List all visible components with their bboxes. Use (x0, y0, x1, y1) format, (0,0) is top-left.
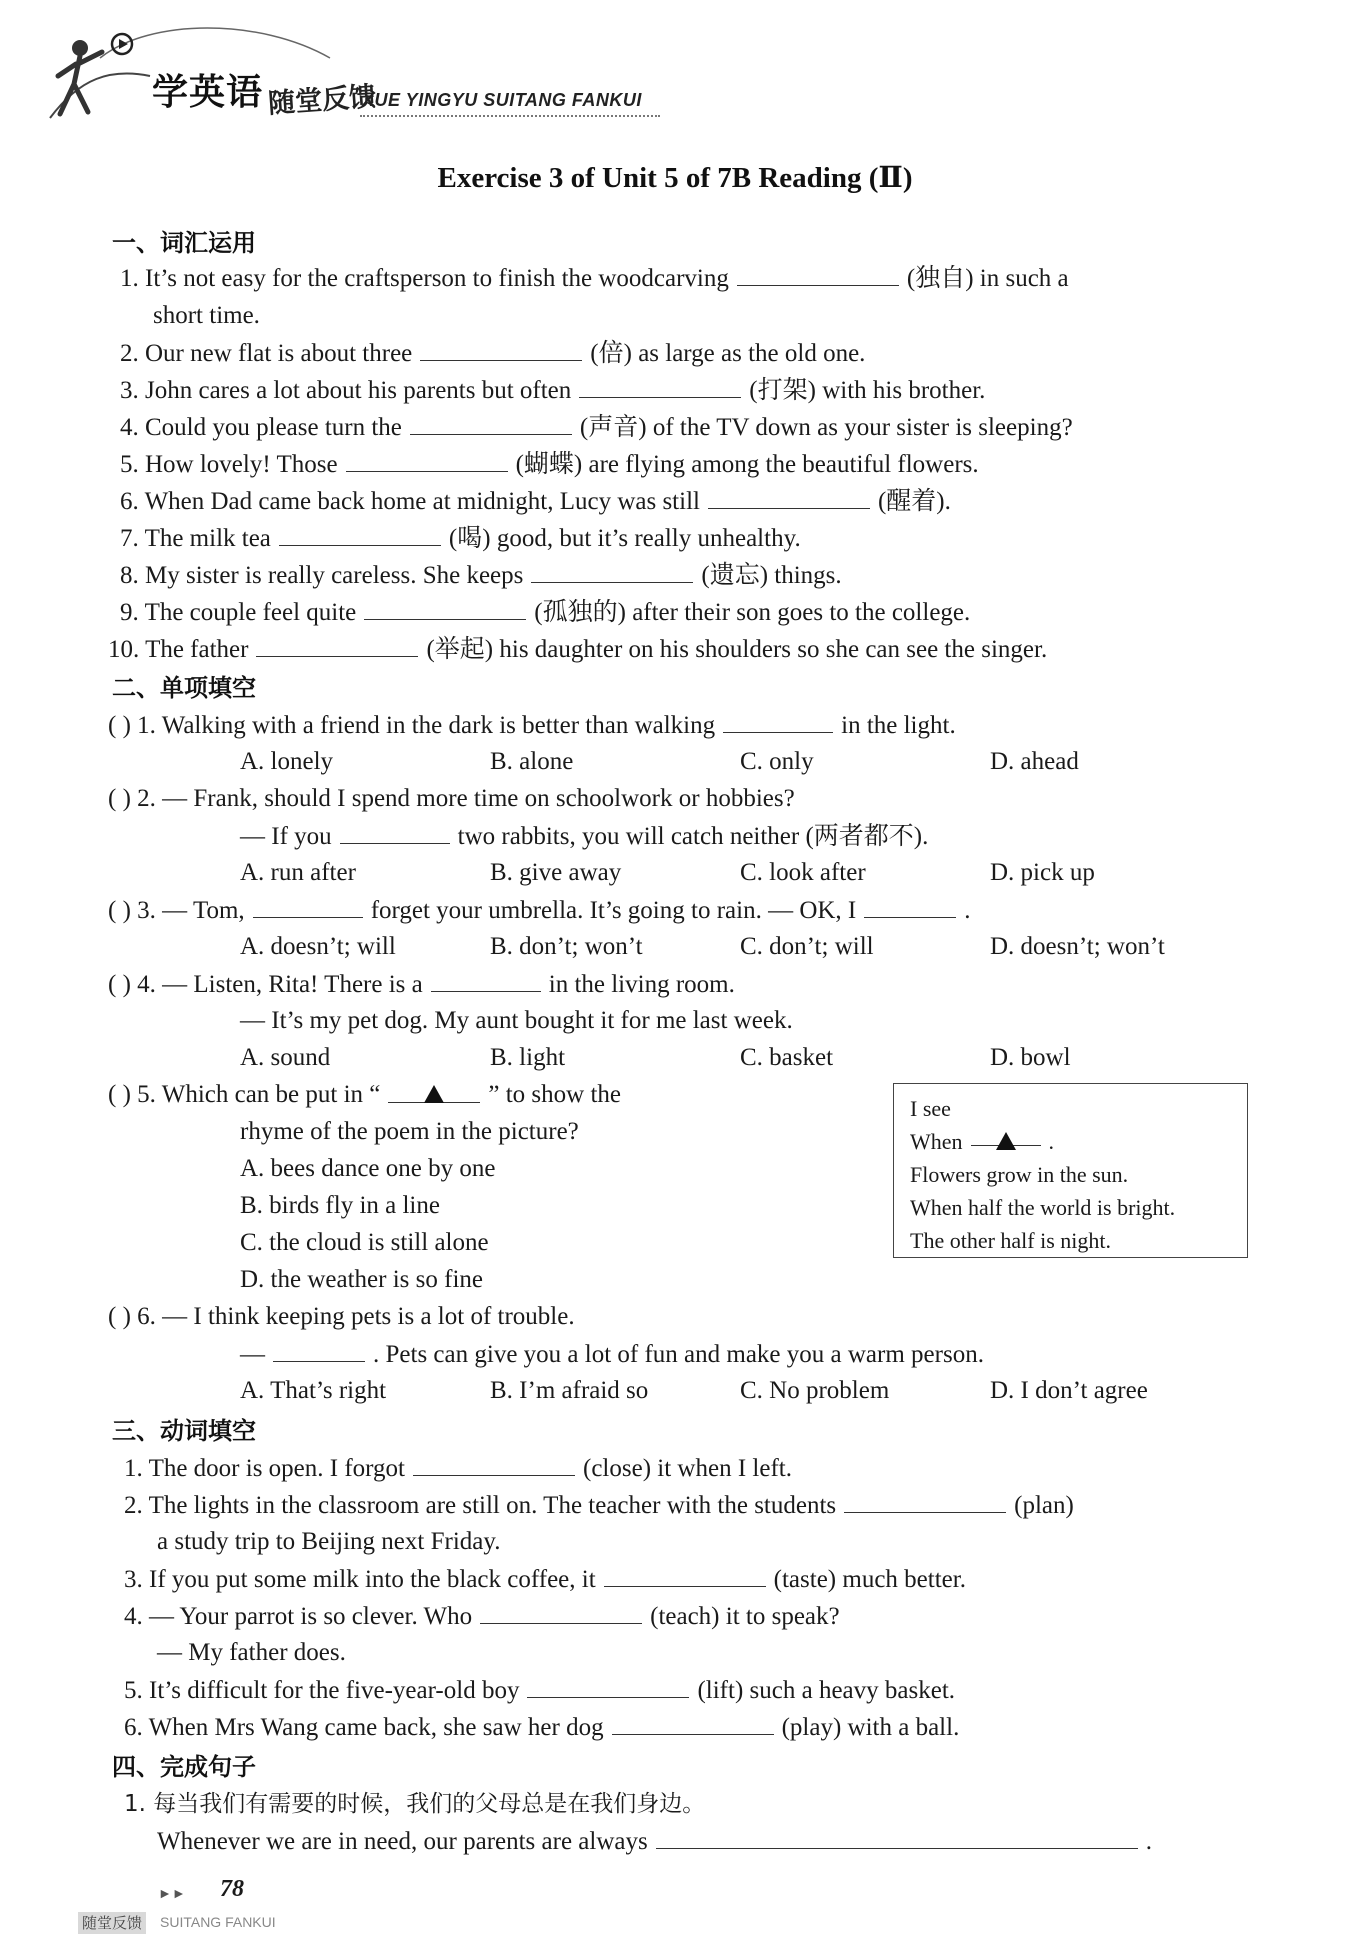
answer-blank (431, 969, 541, 992)
item-hint: (声音) (579, 414, 647, 441)
item-number: 1. (124, 1455, 143, 1482)
answer-blank[interactable] (256, 634, 418, 657)
item-text: The door is open. I forgot (148, 1455, 405, 1482)
option-b[interactable]: B. alone (490, 748, 574, 775)
item-text: after their son goes to the college. (632, 599, 971, 626)
poem-blank (971, 1125, 1041, 1146)
option-a[interactable]: A. lonely (240, 748, 334, 775)
item-number: 4. (120, 414, 139, 441)
answer-blank[interactable] (844, 1490, 1006, 1513)
answer-blank[interactable] (612, 1712, 774, 1735)
question-text: ” to show the (488, 1081, 622, 1108)
question-number: 2. (137, 785, 156, 812)
s4-item-1-en (157, 1826, 1152, 1857)
item-hint: (打架) (749, 377, 816, 404)
brand-subtitle: 随堂反馈 (267, 81, 378, 120)
item-number: 5. (124, 1677, 143, 1704)
answer-blank[interactable] (737, 263, 899, 286)
s3-item-2-cont: a study trip to Beijing next Friday. (157, 1528, 501, 1555)
item-number: 2. (120, 340, 139, 367)
item-text: . (1145, 1828, 1152, 1855)
item-text: — Your parrot is so clever. Who (149, 1603, 473, 1630)
page-header (40, 18, 660, 130)
question-text: — Tom, (162, 897, 245, 924)
page-number: 78 (220, 1876, 244, 1902)
question-number: 1. (137, 712, 156, 739)
item-text: with his brother. (822, 377, 986, 404)
question-text: — (240, 1341, 265, 1368)
poem-line: The other half is night. (910, 1228, 1112, 1253)
s1-item-7 (120, 523, 801, 554)
s1-item-1 (120, 263, 1069, 294)
question-number: 3. (137, 897, 156, 924)
question-text: in the light. (841, 712, 956, 739)
poem-line: Flowers grow in the sun. (910, 1162, 1129, 1187)
item-text: of the TV down as your sister is sleeping? (652, 414, 1073, 441)
option-c[interactable]: C. only (740, 748, 814, 775)
item-hint: (蝴蝶) (515, 451, 583, 478)
item-text: 每当我们有需要的时候，我们的父母总是在我们身边。 (153, 1791, 706, 1817)
s2-question-4-line2: — It’s my pet dog. My aunt bought it for me last week. (240, 1007, 793, 1034)
item-text: with a ball. (847, 1714, 960, 1741)
item-text: his daughter on his shoulders so she can see the singer. (499, 636, 1048, 663)
s3-item-5 (124, 1675, 955, 1706)
item-hint: (倍) (590, 340, 632, 367)
poem-line: I see (910, 1096, 951, 1121)
answer-blank[interactable] (708, 486, 870, 509)
triangle-icon (424, 1085, 444, 1103)
answer-blank[interactable] (656, 1826, 1138, 1849)
item-text: The lights in the classroom are still on. The teacher with the students (148, 1492, 837, 1519)
item-text: things. (774, 562, 842, 589)
s1-item-6 (120, 486, 951, 517)
answer-blank (723, 710, 833, 733)
item-hint: (遗忘) (701, 562, 769, 589)
item-hint: (举起) (426, 636, 494, 663)
item-text: Whenever we are in need, our parents are always (157, 1828, 648, 1855)
option-d[interactable]: D. ahead (990, 748, 1079, 775)
option-d[interactable]: D. the weather is so fine (240, 1266, 483, 1293)
answer-parenthesis[interactable]: ( ) (108, 971, 131, 998)
option-b[interactable]: B. don’t; won’t (490, 933, 643, 960)
item-text: John cares a lot about his parents but often (145, 377, 572, 404)
s2-question-2-line2 (240, 821, 928, 852)
item-hint: (lift) (697, 1677, 744, 1704)
s2-question-4 (108, 969, 735, 1000)
brand-title: 学英语 (152, 72, 264, 113)
option-a[interactable]: A. doesn’t; will (240, 933, 396, 960)
option-a[interactable]: A. run after (240, 859, 356, 886)
answer-parenthesis[interactable]: ( ) (108, 1081, 131, 1108)
answer-blank[interactable] (579, 375, 741, 398)
option-d[interactable]: D. I don’t agree (990, 1377, 1148, 1404)
item-hint: (plan) (1014, 1492, 1074, 1519)
s3-item-4-cont: — My father does. (157, 1639, 346, 1666)
section2-heading: 二、单项填空 (112, 674, 256, 702)
answer-blank (340, 821, 450, 844)
item-text: Our new flat is about three (145, 340, 413, 367)
option-c[interactable]: C. the cloud is still alone (240, 1229, 489, 1256)
option-b[interactable]: B. light (490, 1044, 566, 1071)
item-text: When Mrs Wang came back, she saw her dog (148, 1714, 604, 1741)
item-number: 1. (124, 1791, 146, 1817)
question-number: 5. (137, 1081, 156, 1108)
header-divider (360, 115, 660, 117)
s2-question-5-cont: rhyme of the poem in the picture? (240, 1118, 579, 1145)
option-b[interactable]: B. birds fly in a line (240, 1192, 440, 1219)
answer-blank (273, 1339, 365, 1362)
answer-parenthesis[interactable]: ( ) (108, 897, 131, 924)
section1-heading: 一、词汇运用 (112, 229, 256, 257)
s2-question-1 (108, 710, 956, 741)
item-text: The father (145, 636, 249, 663)
option-a[interactable]: A. sound (240, 1044, 331, 1071)
item-number: 3. (124, 1566, 143, 1593)
item-text: it when I left. (657, 1455, 792, 1482)
answer-parenthesis[interactable]: ( ) (108, 1303, 131, 1330)
s2-question-6-line2 (240, 1339, 984, 1370)
poem-text: When (910, 1129, 963, 1154)
item-number: 7. (120, 525, 139, 552)
question-number: 6. (137, 1303, 156, 1330)
s4-item-1-cn (124, 1789, 705, 1819)
item-number: 10. (108, 636, 140, 663)
s1-item-10 (108, 634, 1047, 665)
question-text: — Listen, Rita! There is a (162, 971, 423, 998)
answer-blank[interactable] (410, 412, 572, 435)
s1-item-5 (120, 449, 979, 480)
question-text: — If you (240, 823, 332, 850)
question-text: forget your umbrella. It’s going to rain. — OK, I (370, 897, 857, 924)
s1-item-8 (120, 560, 842, 591)
item-text: It’s difficult for the five-year-old boy (149, 1677, 520, 1704)
poem-line: When half the world is bright. (910, 1195, 1176, 1220)
item-text: It’s not easy for the craftsperson to finish the woodcarving (145, 265, 729, 292)
item-text: are flying among the beautiful flowers. (588, 451, 979, 478)
option-d[interactable]: D. bowl (990, 1044, 1071, 1071)
s1-item-4 (120, 412, 1073, 443)
answer-parenthesis[interactable]: ( ) (108, 785, 131, 812)
answer-blank (388, 1080, 480, 1103)
option-b[interactable]: B. I’m afraid so (490, 1377, 649, 1404)
s3-item-3 (124, 1564, 966, 1595)
question-text: — I think keeping pets is a lot of trouble. (162, 1303, 575, 1330)
item-text: If you put some milk into the black coffee, it (149, 1566, 596, 1593)
s3-item-4 (124, 1601, 840, 1632)
item-number: 6. (120, 488, 139, 515)
option-c[interactable]: C. look after (740, 859, 866, 886)
answer-blank[interactable] (413, 1453, 575, 1476)
question-text: . (964, 897, 971, 924)
option-a[interactable]: A. That’s right (240, 1377, 387, 1404)
answer-blank (864, 895, 956, 918)
option-c[interactable]: C. don’t; will (740, 933, 874, 960)
section3-heading: 三、动词填空 (112, 1417, 256, 1445)
item-text: as large as the old one. (638, 340, 866, 367)
s1-item-9 (120, 597, 970, 628)
poem-line (910, 1125, 1247, 1158)
s2-question-3 (108, 895, 971, 926)
question-text: Walking with a friend in the dark is better than walking (161, 712, 716, 739)
item-number: 5. (120, 451, 139, 478)
question-number: 4. (137, 971, 156, 998)
question-text: in the living room. (548, 971, 735, 998)
item-text: in such a (979, 265, 1069, 292)
question-text: — Frank, should I spend more time on schoolwork or hobbies? (162, 785, 795, 812)
section4-heading: 四、完成句子 (112, 1753, 256, 1781)
item-hint: (taste) (773, 1566, 837, 1593)
item-hint: (孤独的) (534, 599, 626, 626)
answer-blank[interactable] (480, 1601, 642, 1624)
item-hint: (独自) (906, 265, 974, 292)
answer-blank[interactable] (420, 338, 582, 361)
item-text: When Dad came back home at midnight, Lucy was still (144, 488, 700, 515)
poem-text: . (1048, 1129, 1055, 1154)
brand-english: XUE YINGYU SUITANG FANKUI (362, 90, 642, 110)
item-number: 1. (120, 265, 139, 292)
option-c[interactable]: C. No problem (740, 1377, 890, 1404)
option-d[interactable]: D. doesn’t; won’t (990, 933, 1165, 960)
answer-blank[interactable] (527, 1675, 689, 1698)
double-arrow-icon: ►► (158, 1887, 186, 1902)
footer-brand-english: SUITANG FANKUI (160, 1914, 276, 1930)
item-hint: (close) (583, 1455, 652, 1482)
s2-question-2 (108, 784, 795, 814)
s1-item-1-cont: short time. (153, 302, 260, 329)
item-text: it to speak? (725, 1603, 840, 1630)
item-number: 3. (120, 377, 139, 404)
option-a[interactable]: A. bees dance one by one (240, 1155, 496, 1182)
item-number: 4. (124, 1603, 143, 1630)
item-text: much better. (842, 1566, 966, 1593)
answer-blank[interactable] (604, 1564, 766, 1587)
item-hint: (teach) (650, 1603, 720, 1630)
question-text: Which can be put in “ (161, 1081, 381, 1108)
option-d[interactable]: D. pick up (990, 859, 1095, 886)
s1-item-2 (120, 338, 865, 369)
item-text: such a heavy basket. (749, 1677, 956, 1704)
question-text: . Pets can give you a lot of fun and make you a warm person. (373, 1341, 984, 1368)
item-number: 9. (120, 599, 139, 626)
item-number: 8. (120, 562, 139, 589)
s3-item-2 (124, 1490, 1074, 1521)
item-text: My sister is really careless. She keeps (145, 562, 524, 589)
triangle-icon (996, 1132, 1016, 1150)
s3-item-1 (124, 1453, 792, 1484)
poem-box (893, 1083, 1248, 1258)
answer-blank (253, 895, 363, 918)
item-text: The milk tea (144, 525, 271, 552)
item-hint: (醒着). (877, 488, 951, 515)
item-text: How lovely! Those (145, 451, 338, 478)
item-text: The couple feel quite (144, 599, 357, 626)
answer-blank[interactable] (531, 560, 693, 583)
s1-item-3 (120, 375, 985, 406)
answer-blank[interactable] (364, 597, 526, 620)
answer-blank[interactable] (279, 523, 441, 546)
item-number: 6. (124, 1714, 143, 1741)
question-text: two rabbits, you will catch neither (两者都不). (457, 823, 929, 850)
page-title: Exercise 3 of Unit 5 of 7B Reading (Ⅱ) (437, 162, 913, 194)
item-hint: (喝) (448, 525, 491, 552)
s2-question-5 (108, 1080, 621, 1110)
s2-question-6 (108, 1302, 575, 1332)
answer-blank[interactable] (346, 449, 508, 472)
option-c[interactable]: C. basket (740, 1044, 834, 1071)
item-number: 2. (124, 1492, 143, 1519)
s3-item-6 (124, 1712, 959, 1743)
item-text: good, but it’s really unhealthy. (496, 525, 801, 552)
item-text: Could you please turn the (145, 414, 402, 441)
answer-parenthesis[interactable]: ( ) (108, 712, 131, 739)
item-hint: (play) (781, 1714, 842, 1741)
footer-brand: 随堂反馈 (78, 1912, 146, 1934)
option-b[interactable]: B. give away (490, 859, 622, 886)
